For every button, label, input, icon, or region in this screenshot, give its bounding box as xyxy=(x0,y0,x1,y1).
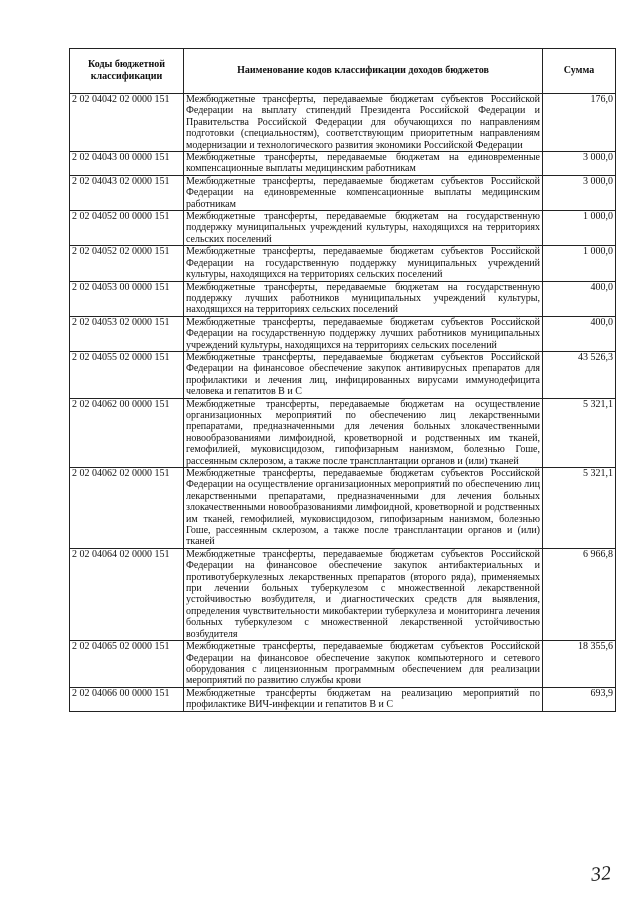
row-sum: 43 526,3 xyxy=(543,351,616,398)
row-name: Межбюджетные трансферты, передаваемые бюджетам субъектов Российской Федерации на государственную поддержку лучших работников муниципальных учреждений культуры, находящихся на территориях сельских поселений xyxy=(184,316,543,351)
row-sum: 5 321,1 xyxy=(543,398,616,467)
header-sum: Сумма xyxy=(543,49,616,94)
table-row xyxy=(70,94,616,152)
row-code: 2 02 04042 02 0000 151 xyxy=(70,94,184,152)
table-row xyxy=(70,175,616,210)
row-code: 2 02 04043 02 0000 151 xyxy=(70,175,184,210)
row-sum: 176,0 xyxy=(543,94,616,152)
table-row xyxy=(70,641,616,688)
row-name: Межбюджетные трансферты, передаваемые бюджетам субъектов Российской Федерации на государственную поддержку муниципальных учреждений культуры, находящихся на территориях сельских поселений xyxy=(184,246,543,281)
header-code: Коды бюджетной классификации xyxy=(70,49,184,94)
row-sum: 18 355,6 xyxy=(543,641,616,688)
row-code: 2 02 04043 00 0000 151 xyxy=(70,152,184,176)
row-name: Межбюджетные трансферты, передаваемые бюджетам субъектов Российской Федерации на выплату стипендий Президента Российской Федерации и Правительства Российской Федерации для обучающихся по направлениям подготовки (специальностям), соответствующим приоритетным направлениям модернизации и технологического развития экономики Российской Федерации xyxy=(184,94,543,152)
table-row xyxy=(70,351,616,398)
table-row xyxy=(70,468,616,549)
table-row xyxy=(70,687,616,711)
row-code: 2 02 04052 00 0000 151 xyxy=(70,211,184,246)
page-number: 32 xyxy=(589,862,613,886)
table-row xyxy=(70,316,616,351)
row-sum: 3 000,0 xyxy=(543,152,616,176)
table-row xyxy=(70,246,616,281)
row-name: Межбюджетные трансферты, передаваемые бюджетам на государственную поддержку муниципальных учреждений культуры, находящихся на территориях сельских поселений xyxy=(184,211,543,246)
row-code: 2 02 04062 00 0000 151 xyxy=(70,398,184,467)
row-name: Межбюджетные трансферты бюджетам на реализацию мероприятий по профилактике ВИЧ-инфекции и гепатитов В и С xyxy=(184,687,543,711)
row-sum: 1 000,0 xyxy=(543,246,616,281)
row-name: Межбюджетные трансферты, передаваемые бюджетам на государственную поддержку лучших работников муниципальных учреждений культуры, находящихся на территориях сельских поселений xyxy=(184,281,543,316)
row-code: 2 02 04065 02 0000 151 xyxy=(70,641,184,688)
table-row xyxy=(70,152,616,176)
row-sum: 693,9 xyxy=(543,687,616,711)
row-name: Межбюджетные трансферты, передаваемые бюджетам субъектов Российской Федерации на финансовое обеспечение закупок антивирусных препаратов для профилактики и лечения лиц, инфицированных вирусами иммунодефицита человека и гепатитов В и С xyxy=(184,351,543,398)
table-row xyxy=(70,398,616,467)
budget-classification-table xyxy=(69,48,616,712)
row-name: Межбюджетные трансферты, передаваемые бюджетам на единовременные компенсационные выплаты медицинским работникам xyxy=(184,152,543,176)
row-code: 2 02 04064 02 0000 151 xyxy=(70,548,184,640)
row-name: Межбюджетные трансферты, передаваемые бюджетам субъектов Российской Федерации на осуществление организационных мероприятий по обеспечению лиц лекарственными препаратами, предназначенными для лечения больных злокачественными новообразованиями лимфоидной, кроветворной и родственных им тканей, гемофилией, муковисцидозом, гипофизарным нанизмом, болезнью Гоше, рассеянным склерозом, а также после трансплантации органов и (или) тканей xyxy=(184,468,543,549)
header-name: Наименование кодов классификации доходов бюджетов xyxy=(184,49,543,94)
table-row xyxy=(70,548,616,640)
table-row xyxy=(70,281,616,316)
row-code: 2 02 04052 02 0000 151 xyxy=(70,246,184,281)
row-code: 2 02 04053 02 0000 151 xyxy=(70,316,184,351)
row-sum: 1 000,0 xyxy=(543,211,616,246)
row-sum: 5 321,1 xyxy=(543,468,616,549)
row-code: 2 02 04062 02 0000 151 xyxy=(70,468,184,549)
row-code: 2 02 04055 02 0000 151 xyxy=(70,351,184,398)
table-row xyxy=(70,211,616,246)
row-code: 2 02 04066 00 0000 151 xyxy=(70,687,184,711)
row-name: Межбюджетные трансферты, передаваемые бюджетам субъектов Российской Федерации на единовременные компенсационные выплаты медицинским работникам xyxy=(184,175,543,210)
row-sum: 400,0 xyxy=(543,281,616,316)
row-sum: 400,0 xyxy=(543,316,616,351)
row-name: Межбюджетные трансферты, передаваемые бюджетам субъектов Российской Федерации на финансовое обеспечение закупок антибактериальных и противотуберкулезных лекарственных препаратов (второго ряда), применяемых при лечении больных туберкулезом с множественной лекарственной устойчивостью возбудителя, и диагностических средств для выявления, определения чувствительности микобактерии туберкулеза и мониторинга лечения больных туберкулезом с множественной лекарственной устойчивостью возбудителя xyxy=(184,548,543,640)
row-sum: 6 966,8 xyxy=(543,548,616,640)
table-header-row xyxy=(70,49,616,94)
row-name: Межбюджетные трансферты, передаваемые бюджетам субъектов Российской Федерации на финансовое обеспечение закупок компьютерного и сетевого оборудования с лицензионным программным обеспечением для реализации мероприятий по развитию службы крови xyxy=(184,641,543,688)
row-name: Межбюджетные трансферты, передаваемые бюджетам на осуществление организационных мероприятий по обеспечению лиц лекарственными препаратами, предназначенными для лечения больных злокачественными новообразованиями лимфоидной, кроветворной и родственных им тканей, гемофилией, муковисцидозом, гипофизарным нанизмом, болезнью Гоше, рассеянным склерозом, а также после трансплантации органов и (или) тканей xyxy=(184,398,543,467)
row-code: 2 02 04053 00 0000 151 xyxy=(70,281,184,316)
row-sum: 3 000,0 xyxy=(543,175,616,210)
